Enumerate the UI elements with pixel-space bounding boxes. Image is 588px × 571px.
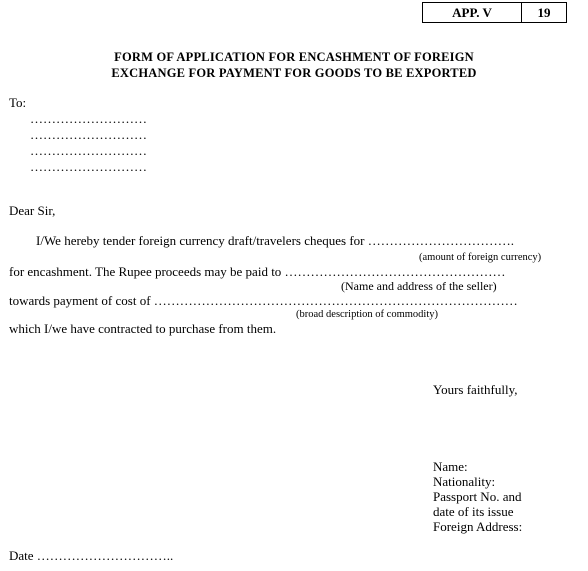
yours-faithfully: Yours faithfully, [433, 382, 518, 397]
appendix-reference-box [422, 2, 567, 23]
note-description-of-commodity: (broad description of commodity) [296, 309, 439, 320]
nationality-label: Nationality: [433, 474, 496, 489]
to-label: To: [9, 95, 27, 110]
appendix-label: APP. V [423, 3, 522, 22]
page-number: 19 [537, 4, 551, 20]
salutation: Dear Sir, [9, 203, 56, 218]
letter-line-3: towards payment of cost of ………………………………………………………………………… [9, 293, 518, 308]
note-name-and-address-of-seller: (Name and address of the seller) [341, 279, 497, 293]
address-line-4: ……………………… [30, 159, 147, 174]
passport-label-line-2: date of its issue [433, 504, 514, 519]
note-amount-of-foreign-currency: (amount of foreign currency) [419, 252, 542, 263]
name-label: Name: [433, 459, 468, 474]
letter-line-1: I/We hereby tender foreign currency draft/travelers cheques for ……………………………. [36, 233, 514, 248]
address-line-1: ……………………… [30, 111, 147, 126]
passport-label-line-1: Passport No. and [433, 489, 522, 504]
form-title-line-2: EXCHANGE FOR PAYMENT FOR GOODS TO BE EXPORTED [111, 66, 477, 80]
date-field: Date ………………………….. [9, 548, 174, 563]
address-line-2: ……………………… [30, 127, 147, 142]
address-line-3: ……………………… [30, 143, 147, 158]
letter-line-2: for encashment. The Rupee proceeds may be paid to …………………………………………… [9, 264, 506, 279]
foreign-address-label: Foreign Address: [433, 519, 523, 534]
form-title-line-1: FORM OF APPLICATION FOR ENCASHMENT OF FOREIGN [114, 50, 474, 64]
letter-line-4: which I/we have contracted to purchase from them. [9, 321, 277, 336]
